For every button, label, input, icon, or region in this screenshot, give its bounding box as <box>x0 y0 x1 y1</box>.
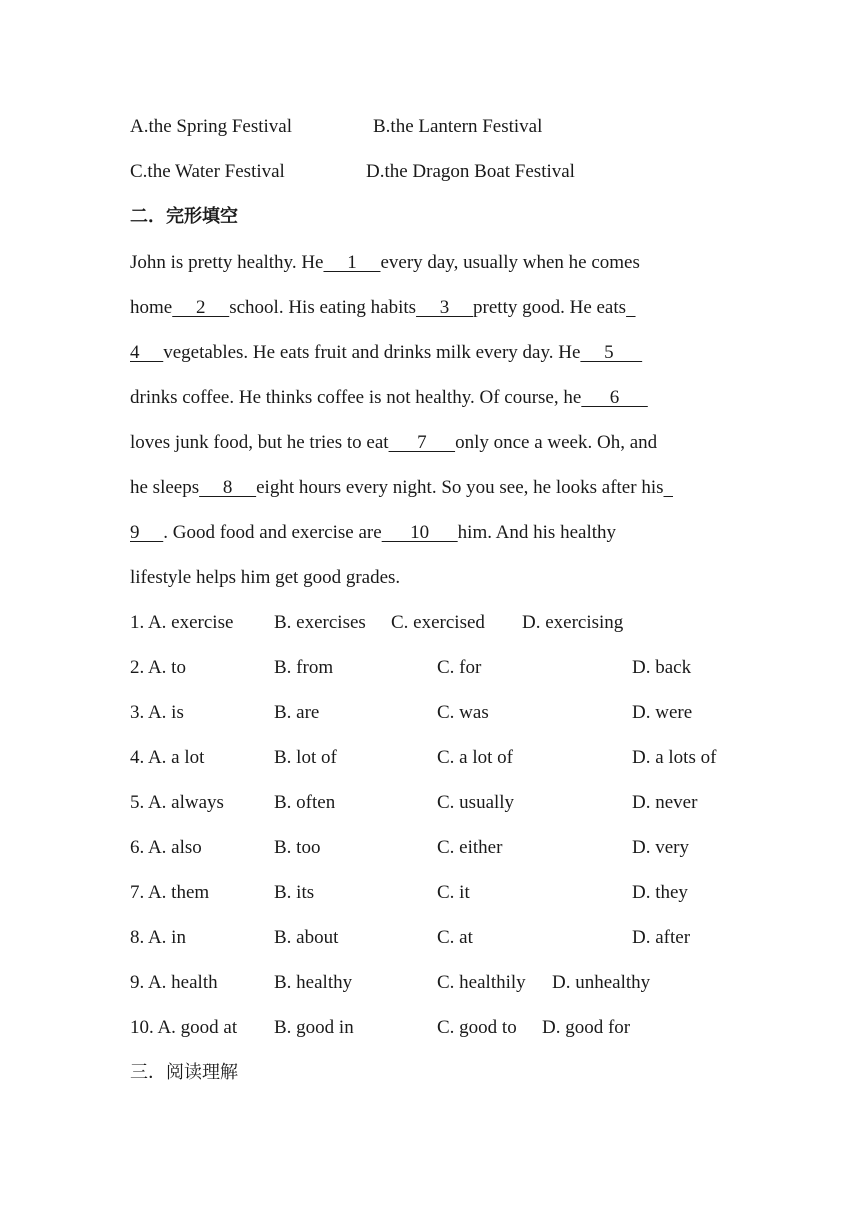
blank-1: 1 <box>323 252 381 273</box>
question-option-a: 2. A. to <box>130 657 186 678</box>
option-b: B.the Lantern Festival <box>373 116 543 137</box>
question-option-c: C. either <box>437 837 503 858</box>
passage-line-6 <box>130 476 673 500</box>
question-option-c: C. was <box>437 702 489 723</box>
question-option-c: C. good to <box>437 1017 517 1038</box>
question-option-b: B. often <box>274 792 336 813</box>
question-option-c: C. it <box>437 882 470 903</box>
passage-text: pretty good. He eats <box>473 297 627 318</box>
question-option-b: B. about <box>274 927 339 948</box>
passage-line-8: lifestyle helps him get good grades. <box>130 567 401 588</box>
question-option-d: D. exercising <box>522 612 624 633</box>
passage-line-3 <box>130 341 642 365</box>
section-heading-reading: 三．阅读理解 <box>130 1062 238 1083</box>
question-option-d: D. very <box>632 837 689 858</box>
prev-options-row-1 <box>130 115 292 139</box>
question-option-c: C. at <box>437 927 473 948</box>
question-option-a: 7. A. them <box>130 882 210 903</box>
passage-text: . Good food and exercise are <box>163 522 382 543</box>
passage-text: vegetables. He eats fruit and drinks milk every day. He <box>163 342 581 363</box>
blank-3: 3 <box>416 297 474 318</box>
question-option-b: B. its <box>274 882 315 903</box>
blank-10: 10 <box>381 522 458 543</box>
question-option-d: D. were <box>632 702 693 723</box>
blank-9-start <box>664 476 674 500</box>
question-option-a: 3. A. is <box>130 702 184 723</box>
passage-line-7 <box>130 521 616 545</box>
prev-options-row-2 <box>130 160 285 184</box>
passage-text: drinks coffee. He thinks coffee is not healthy. Of course, he <box>130 387 582 408</box>
passage-line-4 <box>130 386 648 410</box>
question-option-c: C. usually <box>437 792 515 813</box>
question-option-b: B. healthy <box>274 972 353 993</box>
passage-text: loves junk food, but he tries to eat <box>130 432 389 453</box>
question-option-c: C. for <box>437 657 482 678</box>
passage-text: every day, usually when he comes <box>380 252 640 273</box>
passage-text: John is pretty healthy. He <box>130 252 324 273</box>
passage-text: him. And his healthy <box>457 522 616 543</box>
question-option-b: B. good in <box>274 1017 354 1038</box>
question-option-d: D. back <box>632 657 692 678</box>
passage-text: school. His eating habits <box>229 297 417 318</box>
blank-4: 4 <box>130 342 164 363</box>
question-option-b: B. from <box>274 657 334 678</box>
prev-options-row-1-b <box>373 115 542 139</box>
question-option-d: D. good for <box>542 1017 631 1038</box>
blank-7: 7 <box>388 432 456 453</box>
option-d: D.the Dragon Boat Festival <box>366 161 575 182</box>
passage-text: eight hours every night. So you see, he looks after his <box>256 477 664 498</box>
option-c: C.the Water Festival <box>130 161 285 182</box>
question-option-d: D. never <box>632 792 698 813</box>
question-option-a: 8. A. in <box>130 927 186 948</box>
question-option-a: 10. A. good at <box>130 1017 238 1038</box>
blank-8: 8 <box>199 477 257 498</box>
question-option-d: D. after <box>632 927 691 948</box>
question-option-d: D. a lots of <box>632 747 717 768</box>
blank-9: 9 <box>130 522 164 543</box>
question-option-c: C. healthily <box>437 972 526 993</box>
question-option-d: D. unhealthy <box>552 972 651 993</box>
question-option-a: 5. A. always <box>130 792 224 813</box>
option-a: A.the Spring Festival <box>130 116 293 137</box>
question-option-d: D. they <box>632 882 688 903</box>
section-heading-cloze: 二．完形填空 <box>130 206 238 227</box>
question-option-b: B. too <box>274 837 321 858</box>
question-option-b: B. exercises <box>274 612 366 633</box>
passage-text: he sleeps <box>130 477 200 498</box>
question-option-b: B. lot of <box>274 747 337 768</box>
blank-4-start <box>626 296 636 320</box>
blank-2: 2 <box>172 297 230 318</box>
question-option-b: B. are <box>274 702 320 723</box>
question-option-a: 9. A. health <box>130 972 218 993</box>
question-option-a: 1. A. exercise <box>130 612 234 633</box>
question-option-c: C. a lot of <box>437 747 513 768</box>
passage-text: home <box>130 297 173 318</box>
question-option-c: C. exercised <box>391 612 485 633</box>
passage-text: only once a week. Oh, and <box>455 432 658 453</box>
passage-line-2 <box>130 296 636 320</box>
passage-line-1 <box>130 251 640 275</box>
prev-options-row-2-d <box>366 160 575 184</box>
blank-5: 5 <box>580 342 643 363</box>
question-option-a: 4. A. a lot <box>130 747 205 768</box>
question-option-a: 6. A. also <box>130 837 202 858</box>
blank-6: 6 <box>581 387 648 408</box>
passage-line-5 <box>130 431 657 455</box>
